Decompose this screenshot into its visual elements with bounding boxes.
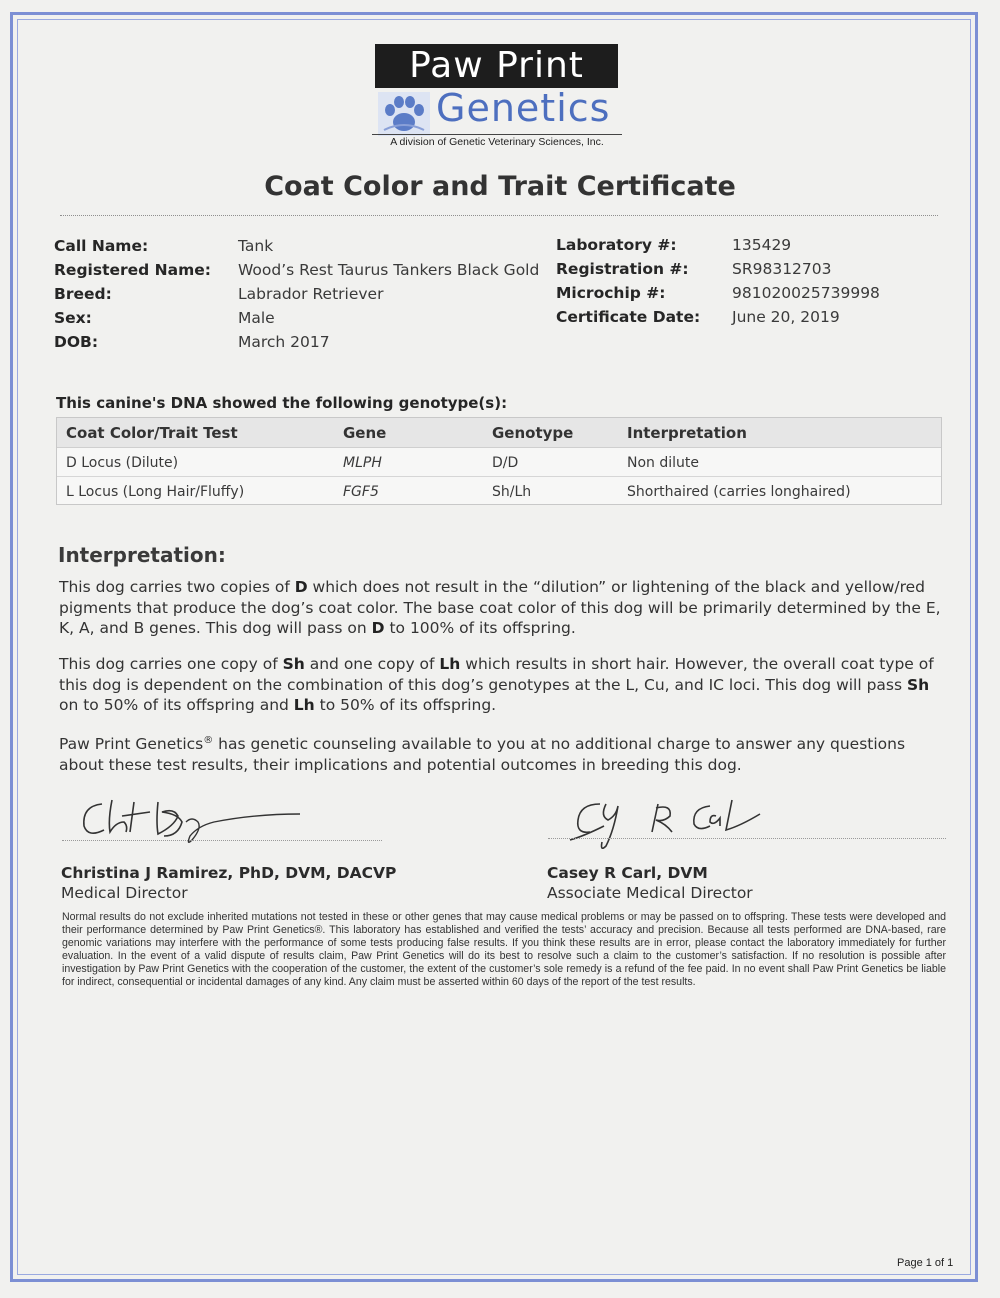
genotype-cell: Sh/Lh: [492, 484, 532, 500]
allele-sh: Sh: [282, 655, 305, 673]
logo-division-text: A division of Genetic Veterinary Sciences, Inc.: [372, 134, 622, 148]
allele-d: D: [294, 578, 308, 596]
lab-number-value: 135429: [732, 236, 792, 254]
text-span: which results in short hair. However, the overall coat type of this dog is dependent on the combination of this dog’s genotypes at the L, Cu, and IC loci. This dog will pass: [59, 655, 934, 694]
text-span: to 50% of its offspring.: [314, 696, 497, 714]
text-span: This dog carries two copies of: [59, 578, 295, 596]
allele-sh: Sh: [907, 675, 930, 694]
gene-cell: FGF5: [343, 484, 379, 500]
registered-name-label: Registered Name:: [54, 261, 211, 279]
interpretation-cell: Shorthaired (carries longhaired): [627, 484, 851, 500]
allele-lh: Lh: [439, 655, 461, 673]
lab-number-label: Laboratory #:: [556, 236, 677, 254]
text-span: to 100% of its offspring.: [384, 619, 576, 637]
text-span: on to 50% of its offspring and: [59, 696, 294, 714]
text-span: This dog carries one copy of: [59, 655, 283, 673]
registered-name-value: Wood’s Rest Taurus Tankers Black Gold: [238, 261, 540, 279]
paw-icon: [378, 90, 430, 138]
text-span: which does not result in the “dilution” or lightening of the black and yellow/red pigments that produce the dog’s coat color. The base coat color of this dog will be primarily determined by the E, K, A, and B genes. This dog will pass on: [59, 578, 941, 637]
certificate-inner-border: [17, 19, 971, 1275]
registered-mark: ®: [203, 735, 214, 746]
dob-label: DOB:: [54, 333, 99, 351]
company-logo: [372, 44, 622, 154]
counseling-paragraph: [59, 731, 949, 775]
table-row: [57, 449, 941, 477]
breed-value: Labrador Retriever: [238, 285, 384, 303]
certificate-date-label: Certificate Date:: [556, 308, 701, 326]
table-header-row: [57, 418, 941, 448]
sex-value: Male: [238, 309, 275, 327]
interpretation-heading: Interpretation:: [58, 543, 226, 567]
signature-line-right: [548, 838, 946, 839]
certificate-title: Coat Color and Trait Certificate: [264, 171, 736, 202]
genotype-heading: This canine's DNA showed the following genotype(s):: [56, 394, 508, 412]
test-cell: D Locus (Dilute): [66, 455, 179, 471]
legal-disclaimer: Normal results do not exclude inherited mutations not tested in these or other genes that may cause medical problems or may be passed on to offspring. These tests were developed and their performance determined by Paw Print Genetics®. This laboratory has established and verified the tests’ accuracy and precision. Because all tests performed are DNA-based, rare genomic variations may interfere with the performance of some tests producing false results. If you think these results are in error, please contact the laboratory immediately for further evaluation. In the event of a valid dispute of results claim, Paw Print Genetics will do its best to resolve such a claim to the customer’s satisfaction. If no resolution is possible after investigation by Paw Print Genetics with the cooperation of the customer, the extent of the customer’s sole remedy is a refund of the fee paid. In no event shall Paw Print Genetics be liable for indirect, consequential or incidental damages of any kind. Any claim must be asserted within 60 days of the report of the test results.: [62, 911, 946, 988]
microchip-label: Microchip #:: [556, 284, 666, 302]
title-divider: [60, 215, 938, 216]
breed-label: Breed:: [54, 285, 112, 303]
call-name-value: Tank: [238, 237, 274, 255]
text-span: and one copy of: [304, 655, 440, 673]
call-name-label: Call Name:: [54, 237, 149, 255]
registration-value: SR98312703: [732, 260, 832, 278]
genotype-table: [56, 417, 942, 505]
signature-line-left: [62, 840, 382, 841]
test-cell: L Locus (Long Hair/Fluffy): [66, 484, 245, 500]
signer-name-carl: Casey R Carl, DVM: [547, 864, 708, 882]
page-number: Page 1 of 1: [897, 1257, 954, 1269]
signer-title-carl: Associate Medical Director: [547, 884, 753, 902]
allele-lh: Lh: [293, 696, 315, 714]
signer-name-ramirez: Christina J Ramirez, PhD, DVM, DACVP: [61, 864, 397, 882]
interpretation-paragraph-long-hair: [59, 654, 949, 716]
column-header-gene: Gene: [343, 424, 387, 442]
signer-title-ramirez: Medical Director: [61, 884, 188, 902]
logo-genetics-text: Genetics: [436, 86, 611, 130]
genotype-cell: D/D: [492, 455, 519, 471]
interpretation-paragraph-dilute: [59, 577, 949, 639]
certificate-date-value: June 20, 2019: [732, 308, 840, 326]
microchip-value: 981020025739998: [732, 284, 880, 302]
column-header-test: Coat Color/Trait Test: [66, 424, 238, 442]
sex-label: Sex:: [54, 309, 92, 327]
table-row: [57, 478, 941, 505]
interpretation-cell: Non dilute: [627, 455, 700, 471]
column-header-genotype: Genotype: [492, 424, 574, 442]
text-span: Paw Print Genetics: [59, 735, 204, 754]
signature-carl: [560, 790, 780, 852]
dob-value: March 2017: [238, 333, 330, 351]
allele-d: D: [371, 619, 385, 637]
text-span: has genetic counseling available to you at no additional charge to answer any questions about these test results, their implications and potential outcomes in breeding this dog.: [59, 735, 906, 774]
gene-cell: MLPH: [343, 455, 382, 471]
logo-paw-print-text: Paw Print: [375, 44, 618, 88]
registration-label: Registration #:: [556, 260, 689, 278]
column-header-interpretation: Interpretation: [627, 424, 747, 442]
